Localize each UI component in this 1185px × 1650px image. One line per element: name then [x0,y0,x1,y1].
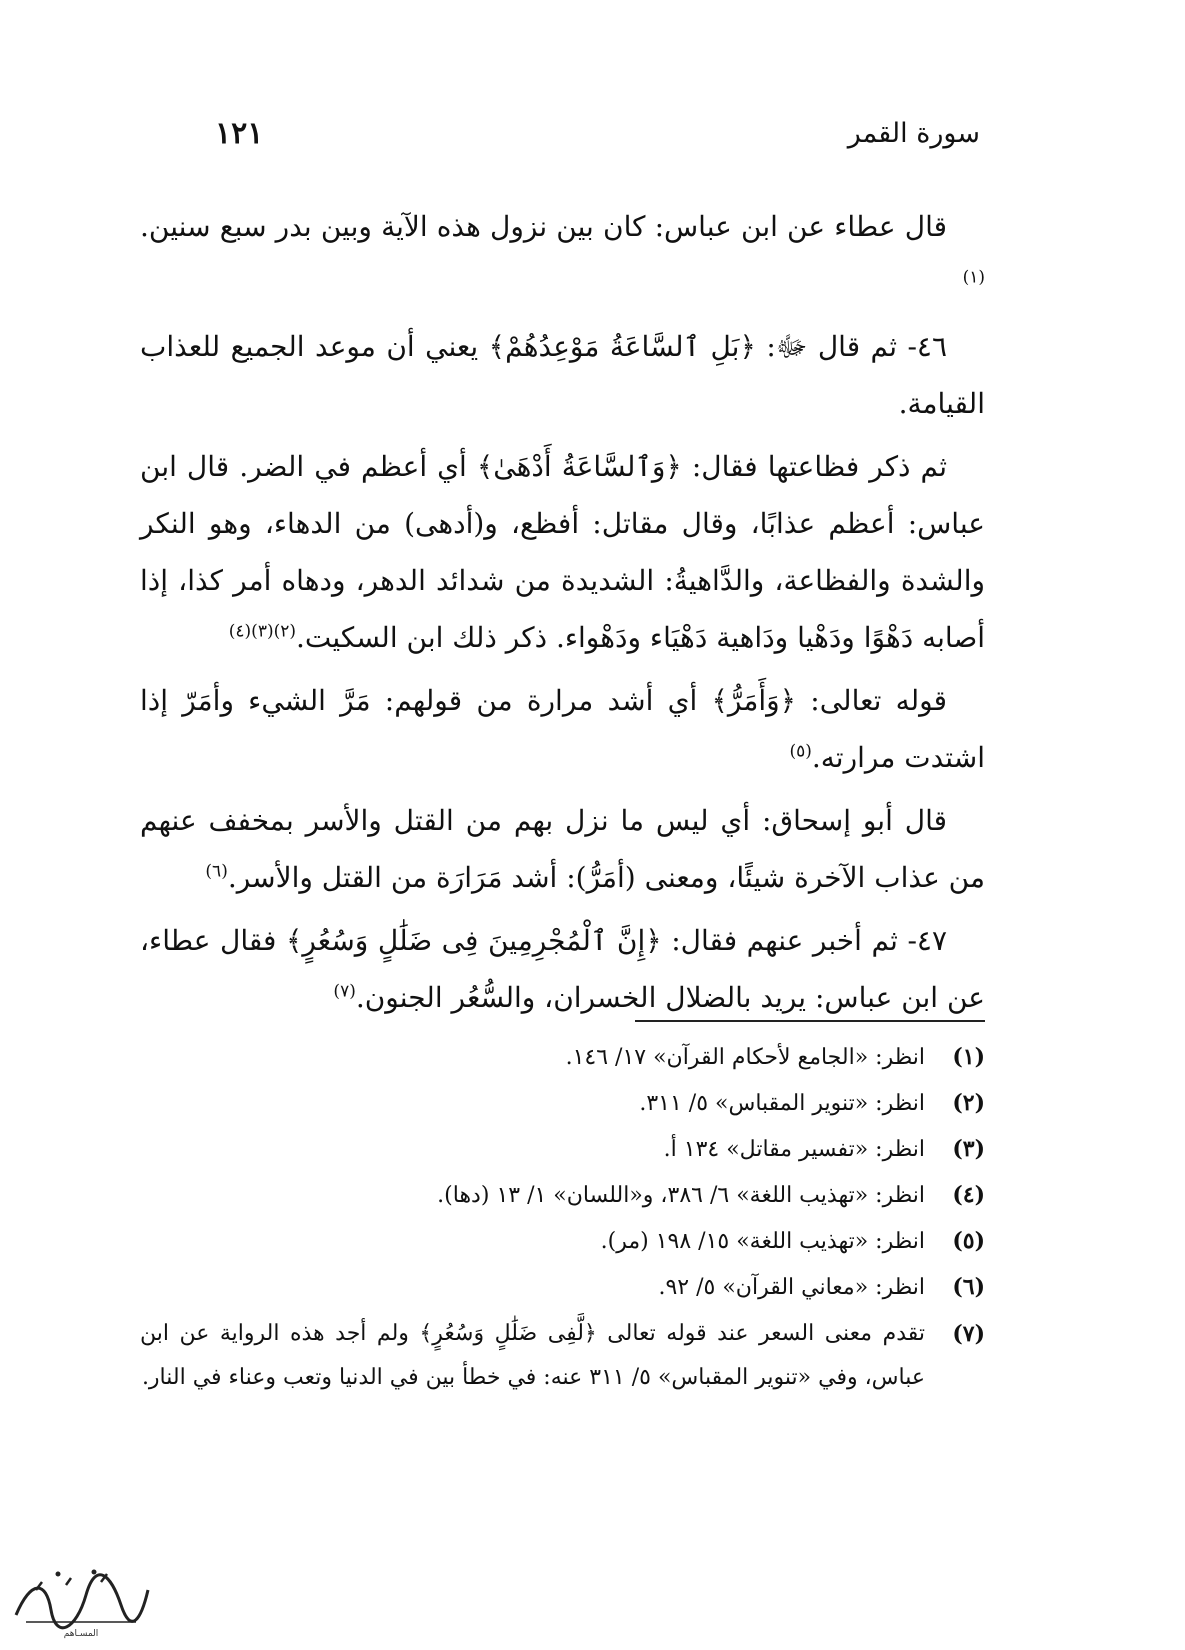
page-number: ١٢١ [215,116,264,151]
paragraph-6 [140,912,985,1026]
page-header [205,118,980,168]
paragraph-4 [140,672,985,786]
footnote-item [140,1082,985,1125]
footnotes-section [140,1036,985,1403]
paragraph-1 [140,198,985,312]
footnote-text: تقدم معنى السعر عند قوله تعالى ﴿لَّفِى ضَلَٰلٍ وَسُعُرٍ﴾ ولم أجد هذه الرواية عن ابن عباس، وفي «تنوير المقباس» ٥/ ٣١١ عنه: في خطأ بين في الدنيا وتعب وعناء في النار. [140,1321,925,1390]
footnote-number: (٦) [952,1274,985,1300]
footnote-text: انظر: «تفسير مقاتل» ١٣٤ أ. [663,1137,925,1162]
footnote-ref-7[interactable]: (٧) [333,981,356,1002]
footnote-ref-4[interactable]: (٤) [228,621,252,642]
footnote-number: (١) [952,1044,985,1070]
footnote-ref-1[interactable]: (١) [962,267,985,288]
footnote-item [140,1312,985,1400]
footnote-number: (٢) [952,1090,985,1116]
footnote-number: (٥) [952,1228,985,1254]
footnote-separator [635,1020,985,1022]
footnote-text: انظر: «تهذيب اللغة» ٦/ ٣٨٦، و«اللسان» ١/ ١٣ (دها). [437,1183,925,1208]
paragraph-5-text: قال أبو إسحاق: أي ليس ما نزل بهم من القتل والأسر بمخفف عنهم من عذاب الآخرة شيئًا، ومعنى (أمَرُّ): أشد مَرَارَة من القتل والأسر. [140,804,985,894]
paragraph-3 [140,438,985,666]
footnote-ref-6[interactable]: (٦) [205,861,228,882]
logo-text: المسـاهم [63,1629,99,1639]
footnote-number: (٣) [952,1136,985,1162]
paragraph-4-text: قوله تعالى: ﴿وَأَمَرُّ﴾ أي أشد مرارة من قولهم: مَرَّ الشيء وأمَرّ إذا اشتدت مرارته. [140,684,985,774]
footnote-number: (٤) [952,1182,985,1208]
paragraph-2-text: ٤٦- ثم قال ﷻ: ﴿بَلِ ٱلسَّاعَةُ مَوْعِدُهُمْ﴾ يعني أن موعد الجميع للعذاب القيامة. [140,330,985,420]
footnote-text: انظر: «تنوير المقباس» ٥/ ٣١١. [639,1091,925,1116]
footnote-ref-5[interactable]: (٥) [789,741,812,762]
footnote-item [140,1220,985,1263]
paragraph-2 [140,318,985,432]
footnote-ref-2[interactable]: (٢) [273,621,297,642]
footnote-item [140,1266,985,1309]
footnote-item [140,1174,985,1217]
footnote-text: انظر: «الجامع لأحكام القرآن» ١٧/ ١٤٦. [565,1045,925,1070]
footnote-text: انظر: «معاني القرآن» ٥/ ٩٢. [658,1275,925,1300]
footnote-text: انظر: «تهذيب اللغة» ١٥/ ١٩٨ (مر). [600,1229,925,1254]
calligraphy-logo-icon [6,1560,156,1640]
surah-title: سورة القمر [847,118,980,149]
paragraph-6-text: ٤٧- ثم أخبر عنهم فقال: ﴿إِنَّ ٱلْمُجْرِمِينَ فِى ضَلَٰلٍ وَسُعُرٍ﴾ فقال عطاء، عن ابن عباس: يريد بالضلال الخسران، والسُّعُر الجنون. [140,924,985,1014]
footnote-number: (٧) [952,1321,985,1347]
paragraph-5 [140,792,985,906]
footnote-item [140,1128,985,1171]
paragraph-3-text: ثم ذكر فظاعتها فقال: ﴿وَٱلسَّاعَةُ أَدْهَىٰ﴾ أي أعظم في الضر. قال ابن عباس: أعظم عذابًا، وقال مقاتل: أفظع، و(أدهى) من الدهاء، وهو النكر والشدة والفظاعة، والدَّاهيةُ: الشديدة من شدائد الدهر، ودهاه أمر كذا، إذا أصابه دَهْوًا ودَهْيا ودَاهية دَهْيَاء ودَهْواء. ذكر ذلك ابن السكيت. [140,450,985,654]
main-text [140,198,985,1032]
footnote-item [140,1036,985,1079]
footnote-ref-3[interactable]: (٣) [251,621,274,642]
paragraph-1-text: قال عطاء عن ابن عباس: كان بين نزول هذه الآية وبين بدر سبع سنين. [140,210,948,243]
publisher-logo [6,1560,156,1640]
